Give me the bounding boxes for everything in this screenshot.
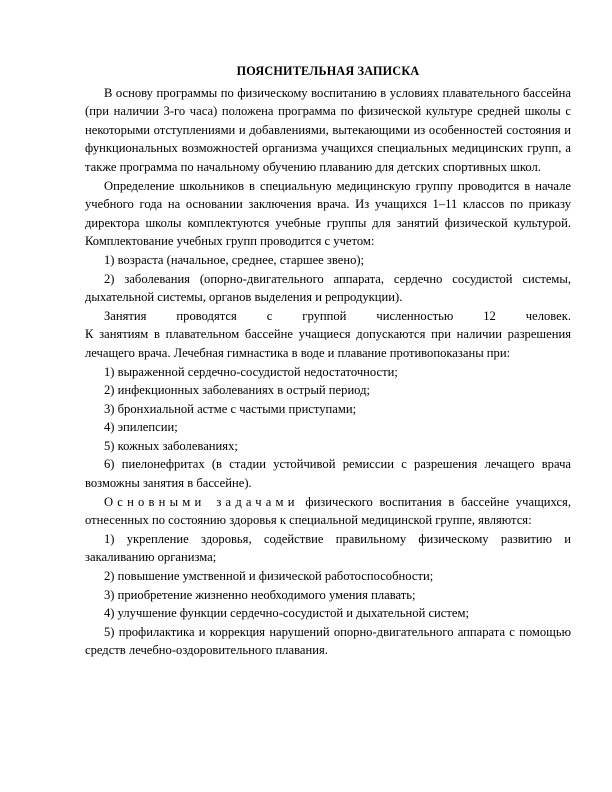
contraindication-item: 3) бронхиальной астме с частыми приступами; bbox=[104, 401, 357, 416]
task-item: 2) повышение умственной и физической работоспособности; bbox=[104, 569, 434, 584]
contraindication-item: 2) инфекционных заболеваниях в острый период; bbox=[104, 383, 371, 398]
contraindication-item: 6) пиелонефритах (в стадии устойчивой ремиссии с разрешения лечащего врача возможны занятия в бассейне). bbox=[85, 457, 571, 491]
document-title: ПОЯСНИТЕЛЬНАЯ ЗАПИСКА bbox=[236, 64, 420, 78]
document-page bbox=[85, 62, 571, 660]
main-tasks-heading: Основными задачами bbox=[104, 494, 299, 509]
main-tasks-text: физического воспитания в бассейне учащихся, отнесенных по состоянию здоровья к специальной медицинской группе, являются: bbox=[85, 494, 571, 528]
paragraph-intro: В основу программы по физическому воспитанию в условиях плавательного бассейна (при наличии 3-го часа) положена программа по физической культуре средней школы с некоторыми отступлениями и добавлениями, вытекающими из особенностей состояния и функциональных возможностей организма учащихся специальных медицинских групп, а также программа по начальному обучению плаванию для детских спортивных школ. bbox=[85, 85, 571, 174]
contraindication-item: 4) эпилепсии; bbox=[104, 420, 178, 435]
paragraph-main-tasks bbox=[85, 493, 571, 530]
contraindication-item: 1) выраженной сердечно-сосудистой недостаточности; bbox=[104, 364, 398, 379]
task-item: 5) профилактика и коррекция нарушений опорно-двигательного аппарата с помощью средств лечебно-оздоровительного плавания. bbox=[85, 624, 571, 658]
criteria-item: 2) заболевания (опорно-двигательного аппарата, сердечно сосудистой системы, дыхательной системы, органов выделения и репродукции). bbox=[85, 271, 571, 305]
paragraph-contraindications: К занятиям в плавательном бассейне учащиеся допускаются при наличии разрешения лечащего врача. Лечебная гимнастика в воде и плавание противопоказаны при: bbox=[85, 327, 571, 360]
task-item: 1) укрепление здоровья, содействие правильному физическому развитию и закаливанию организма; bbox=[85, 531, 571, 565]
paragraph-group-size: Занятия проводятся с группой численностью 12 человек. bbox=[104, 308, 571, 323]
task-item: 3) приобретение жизненно необходимого умения плавать; bbox=[104, 587, 416, 602]
task-item: 4) улучшение функции сердечно-сосудистой и дыхательной систем; bbox=[104, 606, 469, 621]
paragraph-group-assignment: Определение школьников в специальную медицинскую группу проводится в начале учебного года на основании заключения врача. Из учащихся 1–11 классов по приказу директора школы комплектуются учебные группы для занятий физической культурой. Комплектование учебных групп проводится с учетом: bbox=[85, 178, 571, 249]
contraindication-item: 5) кожных заболеваниях; bbox=[104, 438, 238, 453]
criteria-item: 1) возраста (начальное, среднее, старшее звено); bbox=[104, 252, 365, 267]
